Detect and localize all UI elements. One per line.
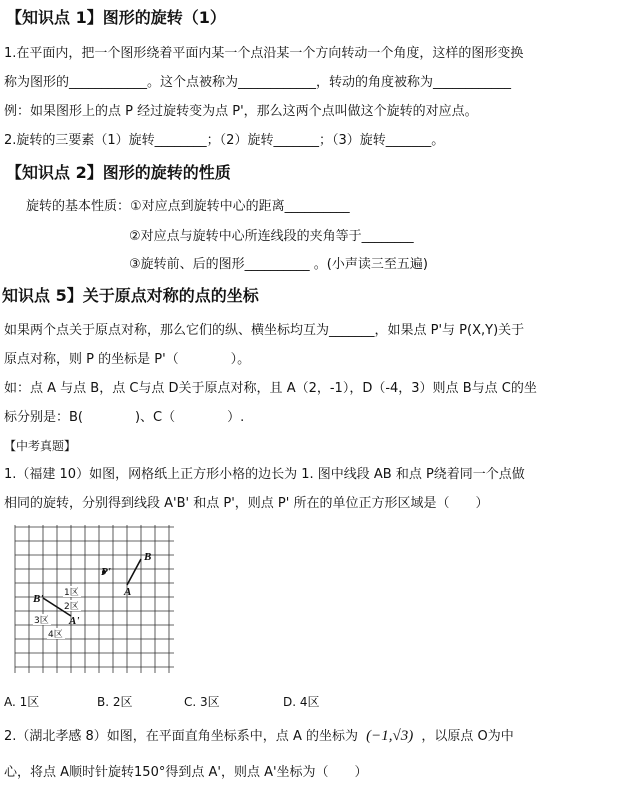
kp1-title: 【知识点 1】图形的旋转（1） [6, 8, 226, 27]
label-B-prime: B' [33, 593, 44, 605]
kp1-definition-line2: 称为图形的____________。这个点被称为____________，转动的角度被称为____________ [4, 75, 512, 90]
q2-text-part2: ，以原点 O为中 [421, 729, 514, 744]
label-A: A [124, 586, 132, 598]
kp5-line3: 如：点 A 与点 B，点 C与点 D关于原点对称，且 A（2，-1），D（-4，3）则点 B与点 C的坐 [4, 381, 537, 396]
rotation-grid-figure [14, 523, 176, 673]
q1-option-d: D. 4区 [283, 695, 320, 709]
segment-AB [127, 559, 141, 585]
kp2-title: 【知识点 2】图形的旋转的性质 [6, 163, 231, 182]
q1-option-a: A. 1区 [4, 695, 40, 709]
kp1-definition-line1: 1.在平面内，把一个图形绕着平面内某一个点沿某一个方向转动一个角度，这样的图形变换 [4, 46, 524, 61]
label-B: B [144, 551, 152, 563]
q2-coordinate-A: (−1,√3) [366, 728, 414, 744]
kp2-property-1: 旋转的基本性质：①对应点到旋转中心的距离__________ [26, 199, 350, 214]
q1-line2: 相同的旋转，分别得到线段 A'B' 和点 P'，则点 P' 所在的单位正方形区域是（ ） [4, 496, 489, 511]
kp5-line1: 如果两个点关于原点对称，那么它们的纵、横坐标均互为_______，如果点 P'与 P(X,Y)关于 [4, 323, 525, 338]
q1-option-b: B. 2区 [97, 695, 133, 709]
region-2-label: 2区 [64, 602, 79, 612]
region-4-label: 4区 [48, 630, 63, 640]
label-P-prime: P' [101, 566, 111, 578]
kp5-line4: 标分别是：B( )、C（ ）. [4, 410, 245, 425]
kp1-example: 例：如果图形上的点 P 经过旋转变为点 P'，那么这两个点叫做这个旋转的对应点。 [4, 104, 478, 119]
q2-line1 [4, 728, 514, 745]
q2-text-part1: 2.（湖北孝感 8）如图，在平面直角坐标系中，点 A 的坐标为 [4, 729, 358, 744]
q1-option-c: C. 3区 [184, 695, 220, 709]
kp5-title: 知识点 5】关于原点对称的点的坐标 [2, 286, 259, 305]
kp1-three-elements: 2.旋转的三要素（1）旋转________；（2）旋转_______；（3）旋转_______。 [4, 133, 445, 148]
kp2-property-2: ②对应点与旋转中心所连线段的夹角等于________ [129, 229, 414, 244]
kp5-line2: 原点对称，则 P 的坐标是 P'（ ）。 [4, 352, 251, 367]
region-1-label: 1区 [64, 588, 79, 598]
label-A-prime: A' [69, 615, 80, 627]
q2-line2: 心，将点 A顺时针旋转150°得到点 A'，则点 A'坐标为（ ） [4, 765, 368, 780]
kp2-property-3: ③旋转前、后的图形__________ 。(小声读三至五遍) [129, 257, 428, 272]
exam-heading: 【中考真题】 [4, 439, 77, 453]
region-3-label: 3区 [34, 616, 49, 626]
q1-line1: 1.（福建 10）如图，网格纸上正方形小格的边长为 1. 图中线段 AB 和点 P绕着同一个点做 [4, 467, 525, 482]
